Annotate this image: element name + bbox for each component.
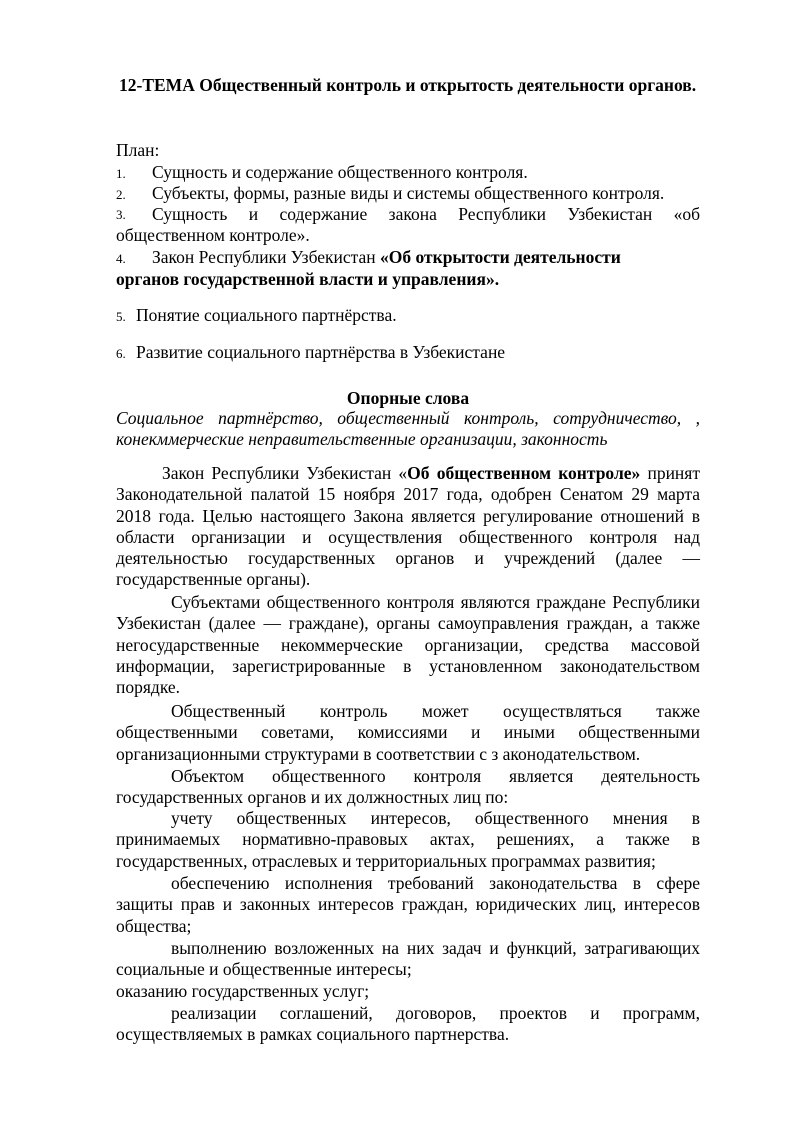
body-paragraph-5: учету общественных интересов, общественного мнения в принимаемых нормативно-правовых актах, решениях, а также в государственных, отраслевых и территориальных программах развития; bbox=[116, 808, 700, 871]
keywords-line: конекммерческие неправительственные организации, законность bbox=[116, 429, 608, 450]
plan-item-1 bbox=[116, 162, 700, 184]
body-paragraph-1 bbox=[116, 463, 700, 591]
plan-item-number: 4. bbox=[116, 251, 126, 266]
plan-item-number: 6. bbox=[116, 346, 126, 361]
paragraph-text: принят Законодательной палатой 15 ноября 2017 года, одобрен Сенатом 29 марта 2018 года. Целью настоящего Закона является регулирование отношений в области организации и осуществления общественного контроля над деятельностью государственных органов и учреждений (далее — государственные органы). bbox=[116, 463, 700, 590]
plan-item-text-continued: общественном контроле». bbox=[116, 225, 310, 246]
plan-item-text: Сущность и содержание закона Республики Узбекистан «об bbox=[152, 204, 700, 224]
plan-item-6 bbox=[116, 342, 700, 364]
body-paragraph-3: Общественный контроль может осуществляться также общественными советами, комиссиями и иными общественными организационными структурами в соответствии с з аконодательством. bbox=[116, 701, 700, 764]
body-paragraph-2: Субъектами общественного контроля являются граждане Республики Узбекистан (далее — граждане), органы самоуправления граждан, а также негосударственные некоммерческие организации, средства массовой информации, зарегистрированные в установленном законодательством порядке. bbox=[116, 592, 700, 698]
plan-item-text: Понятие социального партнёрства. bbox=[136, 305, 397, 325]
body-paragraph-6: обеспечению исполнения требований законодательства в сфере защиты прав и законных интересов граждан, юридических лиц, интересов общества; bbox=[116, 873, 700, 936]
body-paragraph-4: Объектом общественного контроля является деятельность государственных органов и их должностных лиц по: bbox=[116, 766, 700, 808]
plan-item-number: 3. bbox=[116, 207, 126, 222]
law-title-bold: «Об открытости деятельности bbox=[380, 247, 621, 267]
law-title-bold: Об общественном контроле» bbox=[407, 463, 641, 483]
plan-item-4 bbox=[116, 247, 700, 291]
plan-item-number: 1. bbox=[116, 166, 126, 181]
plan-item-5 bbox=[116, 305, 700, 327]
body-paragraph-7: выполнению возложенных на них задач и функций, затрагивающих социальные и общественные интересы; bbox=[116, 938, 700, 980]
plan-heading: План: bbox=[116, 140, 160, 160]
plan-item-text: Сущность и содержание общественного контроля. bbox=[152, 162, 528, 182]
law-title-bold-continued: органов государственной власти и управления». bbox=[116, 269, 500, 290]
plan-item-number: 2. bbox=[116, 187, 126, 202]
plan-item-3 bbox=[116, 204, 700, 247]
plan-item-2 bbox=[116, 183, 700, 205]
body-paragraph-9: реализации соглашений, договоров, проектов и программ, осуществляемых в рамках социального партнерства. bbox=[116, 1003, 700, 1045]
paragraph-text: Закон Республики Узбекистан « bbox=[162, 463, 408, 483]
plan-item-number: 5. bbox=[116, 309, 126, 324]
keywords-line: Социальное партнёрство, общественный контроль, сотрудничество, , bbox=[116, 408, 700, 428]
keywords-text bbox=[116, 408, 700, 451]
keywords-heading: Опорные слова bbox=[346, 388, 470, 408]
page-title: 12-ТЕМА Общественный контроль и открытость деятельности органов. bbox=[119, 75, 697, 95]
plan-item-text: Закон Республики Узбекистан bbox=[152, 247, 381, 267]
plan-item-text: Субъекты, формы, разные виды и системы общественного контроля. bbox=[152, 183, 665, 203]
plan-item-text: Развитие социального партнёрства в Узбекистане bbox=[136, 342, 506, 362]
body-paragraph-8: оказанию государственных услуг; bbox=[116, 981, 370, 1001]
